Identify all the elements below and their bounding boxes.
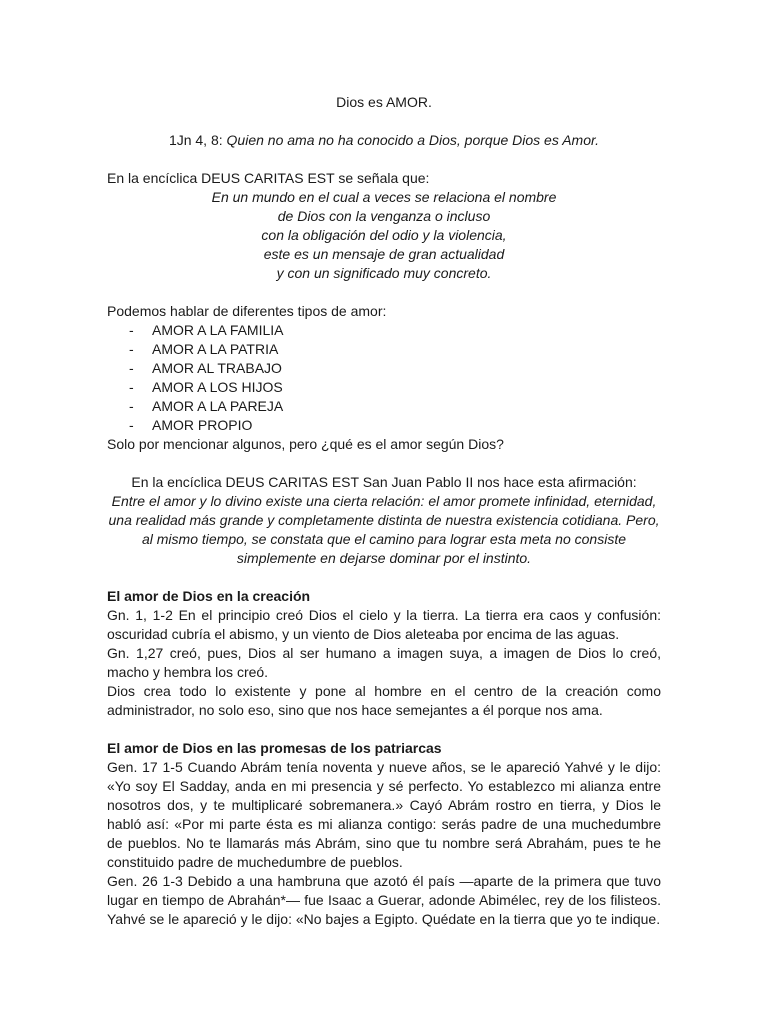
- list-item-label: AMOR AL TRABAJO: [152, 360, 282, 376]
- quote-line: una realidad más grande y completamente distinta de nuestra existencia cotidiana. Pero,: [108, 512, 660, 528]
- paragraph: Gn. 1,27 creó, pues, Dios al ser humano a imagen suya, a imagen de Dios lo creó, macho y hembra los creó.: [107, 645, 661, 680]
- list-dash: -: [129, 417, 134, 433]
- quote-line: este es un mensaje de gran actualidad: [263, 246, 505, 262]
- section-heading-creation: El amor de Dios en la creación: [107, 588, 311, 604]
- paragraph: Gen. 26 1-3 Debido a una hambruna que azotó él país —aparte de la primera que tuvo lugar en tiempo de Abrahán*— fue Isaac a Guerar, adonde Abimélec, rey de los filisteos. Yahvé se le apareció y le dijo: «No bajes a Egipto. Quédate en la tierra que yo te indique.: [107, 873, 661, 927]
- affirmation-quote: [107, 492, 661, 568]
- spacer: [107, 568, 661, 587]
- list-dash: -: [129, 322, 134, 338]
- document-body: [107, 93, 661, 929]
- list-item-label: AMOR PROPIO: [152, 417, 253, 433]
- list-item: [107, 378, 661, 397]
- list-item: [107, 321, 661, 340]
- list-item-label: AMOR A LA PAREJA: [152, 398, 284, 414]
- spacer: [107, 454, 661, 473]
- list-dash: -: [129, 379, 134, 395]
- list-item-label: AMOR A LA PATRIA: [152, 341, 279, 357]
- paragraph: Gen. 17 1-5 Cuando Abrám tenía noventa y nueve años, se le apareció Yahvé y le dijo: «Yo soy El Sadday, anda en mi presencia y sé perfecto. Yo establezco mi alianza entre nosotros dos, y te multiplicaré sobremanera.» Cayó Abrám rostro en tierra, y Dios le habló así: «Por mi parte ésta es mi alianza contigo: serás padre de una muchedumbre de pueblos. No te llamarás más Abrám, sino que tu nombre será Abrahám, pues te he constituido padre de muchedumbre de pueblos.: [107, 759, 661, 870]
- quote-line: de Dios con la venganza o incluso: [277, 208, 491, 224]
- spacer: [107, 150, 661, 169]
- verse-text: Quien no ama no ha conocido a Dios, porque Dios es Amor.: [222, 132, 600, 148]
- paragraph: Gn. 1, 1-2 En el principio creó Dios el cielo y la tierra. La tierra era caos y confusión: oscuridad cubría el abismo, y un viento de Dios aleteaba por encima de las aguas.: [107, 607, 661, 642]
- spacer: [107, 112, 661, 131]
- list-dash: -: [129, 398, 134, 414]
- types-outro: Solo por mencionar algunos, pero ¿qué es el amor según Dios?: [107, 436, 504, 452]
- paragraph: Dios crea todo lo existente y pone al hombre en el centro de la creación como administrador, no solo eso, sino que nos hace semejantes a él porque nos ama.: [107, 683, 661, 718]
- love-types-list: [107, 321, 661, 435]
- list-item: [107, 359, 661, 378]
- quote-line: En un mundo en el cual a veces se relaciona el nombre: [211, 189, 557, 205]
- quote-line: Entre el amor y lo divino existe una cierta relación: el amor promete infinidad, eternidad,: [111, 493, 657, 509]
- list-dash: -: [129, 341, 134, 357]
- quote-line: al mismo tiempo, se constata que el camino para lograr esta meta no consiste: [141, 531, 627, 547]
- section-heading-patriarchs: El amor de Dios en las promesas de los patriarcas: [107, 740, 442, 756]
- list-item-label: AMOR A LOS HIJOS: [152, 379, 283, 395]
- quote-line: simplemente en dejarse dominar por el instinto.: [236, 550, 532, 566]
- list-dash: -: [129, 360, 134, 376]
- affirmation-intro: En la encíclica DEUS CARITAS EST San Juan Pablo II nos hace esta afirmación:: [131, 474, 637, 490]
- encyclical-intro: En la encíclica DEUS CARITAS EST se señala que:: [107, 170, 430, 186]
- quote-line: con la obligación del odio y la violencia,: [261, 227, 507, 243]
- spacer: [107, 283, 661, 302]
- quote-line: y con un significado muy concreto.: [276, 265, 492, 281]
- list-item: [107, 416, 661, 435]
- verse-ref: 1Jn 4, 8:: [168, 132, 223, 148]
- list-item-label: AMOR A LA FAMILIA: [152, 322, 284, 338]
- encyclical-quote: [107, 188, 661, 283]
- document-title: Dios es AMOR.: [336, 94, 432, 110]
- types-intro: Podemos hablar de diferentes tipos de amor:: [107, 303, 387, 319]
- verse-citation: [107, 131, 661, 150]
- list-item: [107, 340, 661, 359]
- list-item: [107, 397, 661, 416]
- spacer: [107, 720, 661, 739]
